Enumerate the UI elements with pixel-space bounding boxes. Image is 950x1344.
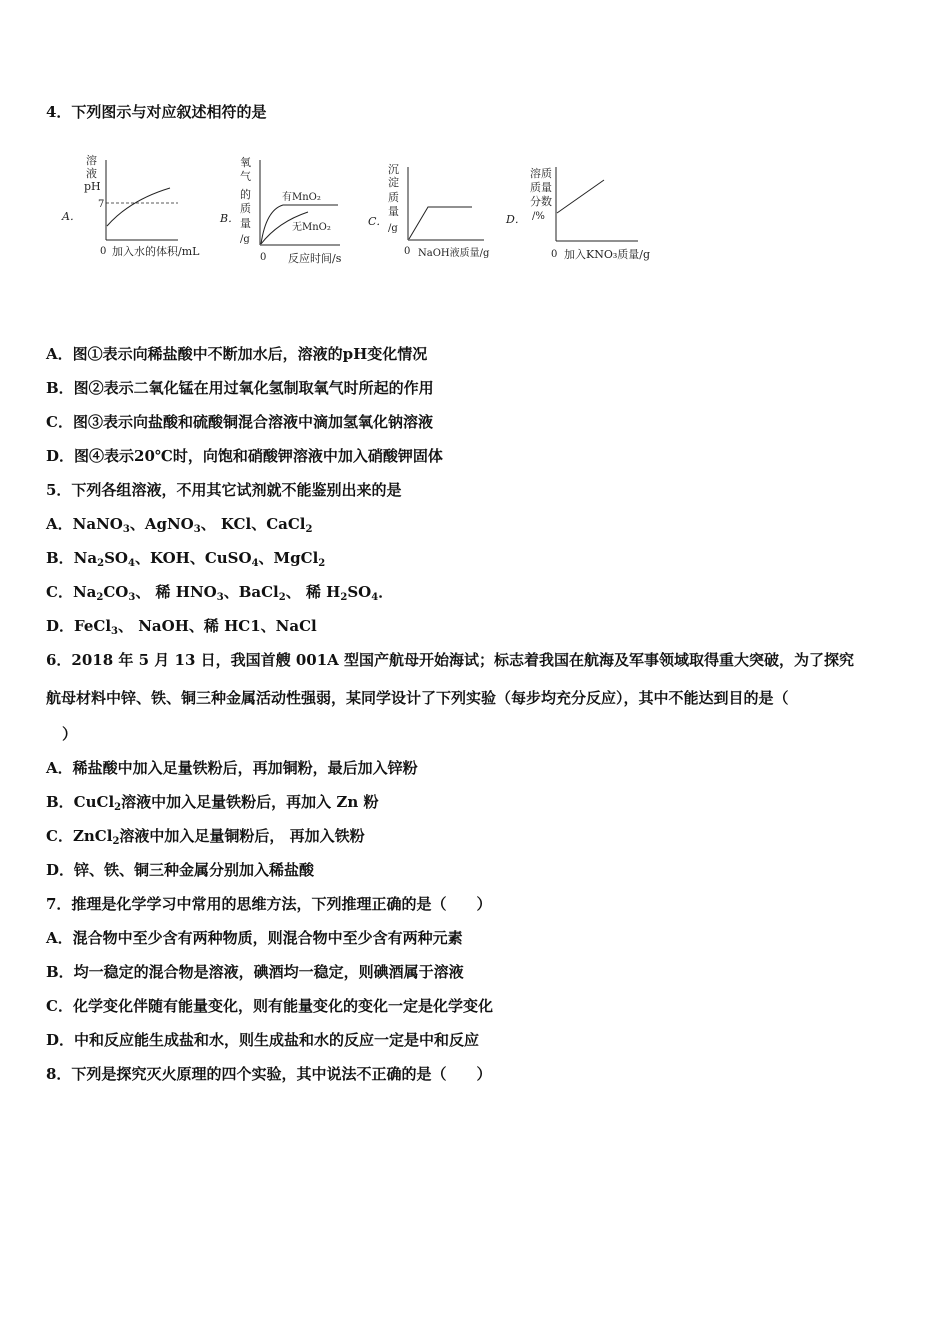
graph-d-letter: D． [506, 213, 526, 226]
q6-stem-line2: 航母材料中锌、铁、铜三种金属活动性强弱，某同学设计了下列实验（每步均充分反应），其中不能达到目的是（ [46, 689, 789, 707]
graph-b-ylabel-1: 氧 [240, 156, 251, 169]
graph-a-xlabel: 加入水的体积/mL [112, 245, 200, 258]
graph-c [366, 155, 496, 265]
q7-option-d: D．中和反应能生成盐和水，则生成盐和水的反应一定是中和反应 [46, 1031, 480, 1049]
graph-a-ylabel-3: pH [84, 180, 101, 193]
q5-stem: 5．下列各组溶液，不用其它试剂就不能鉴别出来的是 [46, 481, 402, 499]
graph-d-origin: 0 [551, 249, 558, 260]
graph-d [504, 155, 654, 265]
graph-c-ylabel-3: 质 [388, 191, 399, 204]
graph-c-ylabel-2: 淀 [388, 176, 399, 189]
graph-b-ylabel-2: 气 [240, 170, 251, 183]
q6-option-a: A．稀盐酸中加入足量铁粉后，再加铜粉，最后加入锌粉 [46, 759, 418, 777]
graph-a-ylabel-1: 溶 [86, 154, 97, 167]
q7-stem: 7．推理是化学学习中常用的思维方法，下列推理正确的是（ ） [46, 895, 492, 913]
graph-b-origin: 0 [260, 252, 267, 263]
graph-b-label-without: 无MnO₂ [292, 222, 331, 233]
q5-option-c: C．$Na_2CO_3$、 稀 $HNO_3$、BaCl$_2$、 稀 $H_2SO_4$． [46, 583, 394, 603]
q7-option-c: C．化学变化伴随有能量变化，则有能量变化的变化一定是化学变化 [46, 997, 493, 1015]
q6-stem-line1: 6．2018 年 5 月 13 日，我国首艘 001A 型国产航母开始海试；标志着我国在航海及军事领域取得重大突破，为了探究 [46, 651, 855, 669]
graph-b-ylabel-6: /g [240, 234, 250, 245]
graph-b-ylabel-3: 的 [240, 188, 251, 201]
graph-d-ylabel-4: /% [532, 211, 545, 222]
graph-c-ylabel-1: 沉 [388, 163, 399, 176]
graph-c-curve [409, 207, 472, 239]
graph-c-origin: 0 [404, 246, 411, 257]
q5-option-a: A．NaNO$_3$、AgNO$_3$、 KCl、CaCl$_2$ [46, 515, 313, 535]
q8-stem: 8．下列是探究灭火原理的四个实验，其中说法不正确的是（ ） [46, 1065, 492, 1083]
q4-stem: 4．下列图示与对应叙述相符的是 [46, 103, 267, 121]
graph-b [218, 150, 358, 270]
q5-option-b: B．$Na_2SO_4$、KOH、CuSO$_4$、MgCl$_2$ [46, 549, 326, 569]
graph-a-ylabel-2: 液 [86, 167, 97, 180]
q4-option-d: D．图④表示20℃时，向饱和硝酸钾溶液中加入硝酸钾固体 [46, 447, 443, 465]
q7-option-b: B．均一稳定的混合物是溶液，碘酒均一稳定，则碘酒属于溶液 [46, 963, 464, 981]
q6-stem-line3: ） [62, 725, 78, 743]
q7-option-a: A．混合物中至少含有两种物质，则混合物中至少含有两种元素 [46, 929, 463, 947]
graph-b-ylabel-4: 质 [240, 202, 251, 215]
graph-d-xlabel: 加入KNO₃质量/g [564, 248, 651, 261]
graph-c-letter: C． [368, 215, 388, 228]
q4-option-a: A．图①表示向稀盐酸中不断加水后，溶液的pH变化情况 [46, 345, 428, 363]
graph-a-curve [107, 188, 170, 226]
q4-option-b: B．图②表示二氧化锰在用过氧化氢制取氧气时所起的作用 [46, 379, 434, 397]
graph-c-ylabel-4: 量 [388, 205, 399, 218]
graph-a-letter: A． [62, 210, 81, 223]
graph-d-curve [557, 180, 604, 213]
graph-d-ylabel-2: 质量 [530, 181, 552, 194]
q6-option-d: D．锌、铁、铜三种金属分别加入稀盐酸 [46, 861, 315, 879]
q6-option-c: C．ZnCl$_2$溶液中加入足量铜粉后， 再加入铁粉 [46, 827, 365, 847]
graph-a-tick-7: 7 [98, 199, 105, 210]
graph-c-xlabel: NaOH液质量/g [418, 248, 490, 259]
graph-d-ylabel-3: 分数 [530, 195, 552, 208]
graph-a-origin: 0 [100, 246, 107, 257]
graph-b-letter: B． [220, 212, 240, 225]
graph-b-xlabel: 反应时间/s [288, 252, 342, 265]
graph-c-ylabel-5: /g [388, 223, 398, 234]
graph-b-ylabel-5: 量 [240, 217, 251, 230]
graph-a [60, 150, 210, 265]
graph-d-ylabel-1: 溶质 [530, 167, 552, 180]
q4-option-c: C．图③表示向盐酸和硫酸铜混合溶液中滴加氢氧化钠溶液 [46, 413, 433, 431]
q5-option-d: D．FeCl$_3$、 NaOH、稀 HC1、NaCl [46, 617, 317, 637]
graph-b-label-with: 有MnO₂ [282, 192, 321, 203]
q6-option-b: B．CuCl$_2$溶液中加入足量铁粉后，再加入 Zn 粉 [46, 793, 379, 813]
